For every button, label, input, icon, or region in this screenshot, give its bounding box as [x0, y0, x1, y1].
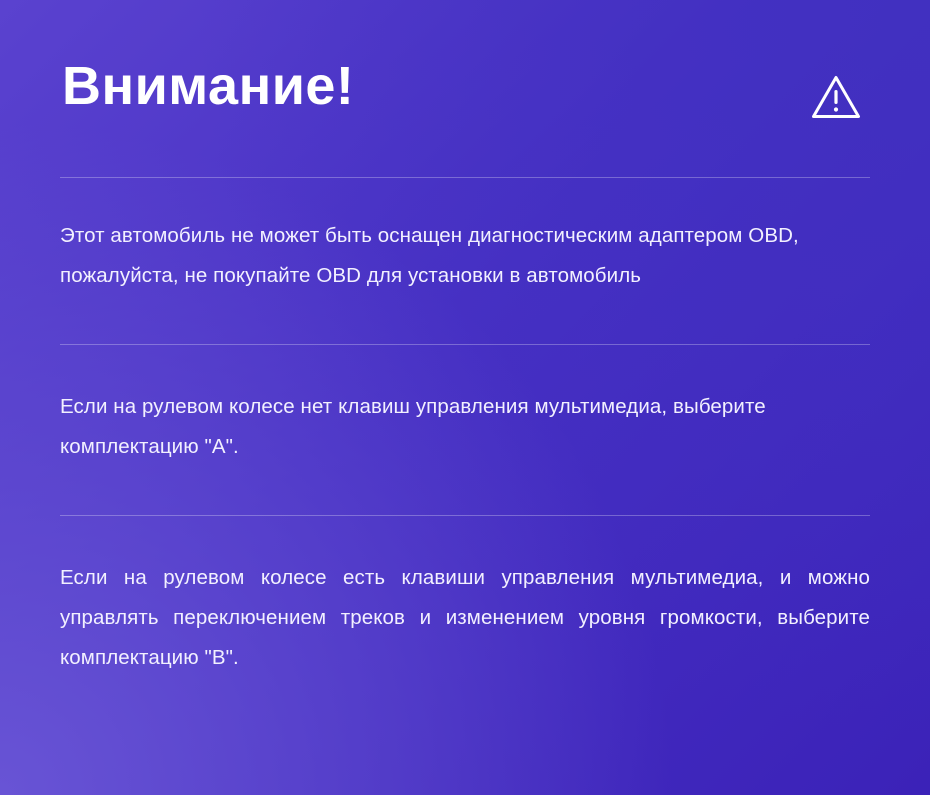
section-text: Если на рулевом колесе есть клавиши управления мультимедиа, и можно управлять переключением треков и изменением уровня громкости, выберите комплектацию "B".: [60, 565, 870, 669]
section-option-b-notice: [56, 516, 874, 688]
section-text: Если на рулевом колесе нет клавиш управления мультимедиа, выберите комплектацию "A".: [60, 394, 766, 458]
section-obd-notice: [56, 178, 874, 344]
page-title: Внимание!: [62, 56, 355, 116]
section-text: Этот автомобиль не может быть оснащен диагностическим адаптером OBD, пожалуйста, не покупайте OBD для установки в автомобиль: [60, 224, 799, 287]
section-option-a-notice: [56, 345, 874, 515]
warning-triangle-icon: [810, 72, 862, 127]
notice-header: [56, 58, 874, 127]
